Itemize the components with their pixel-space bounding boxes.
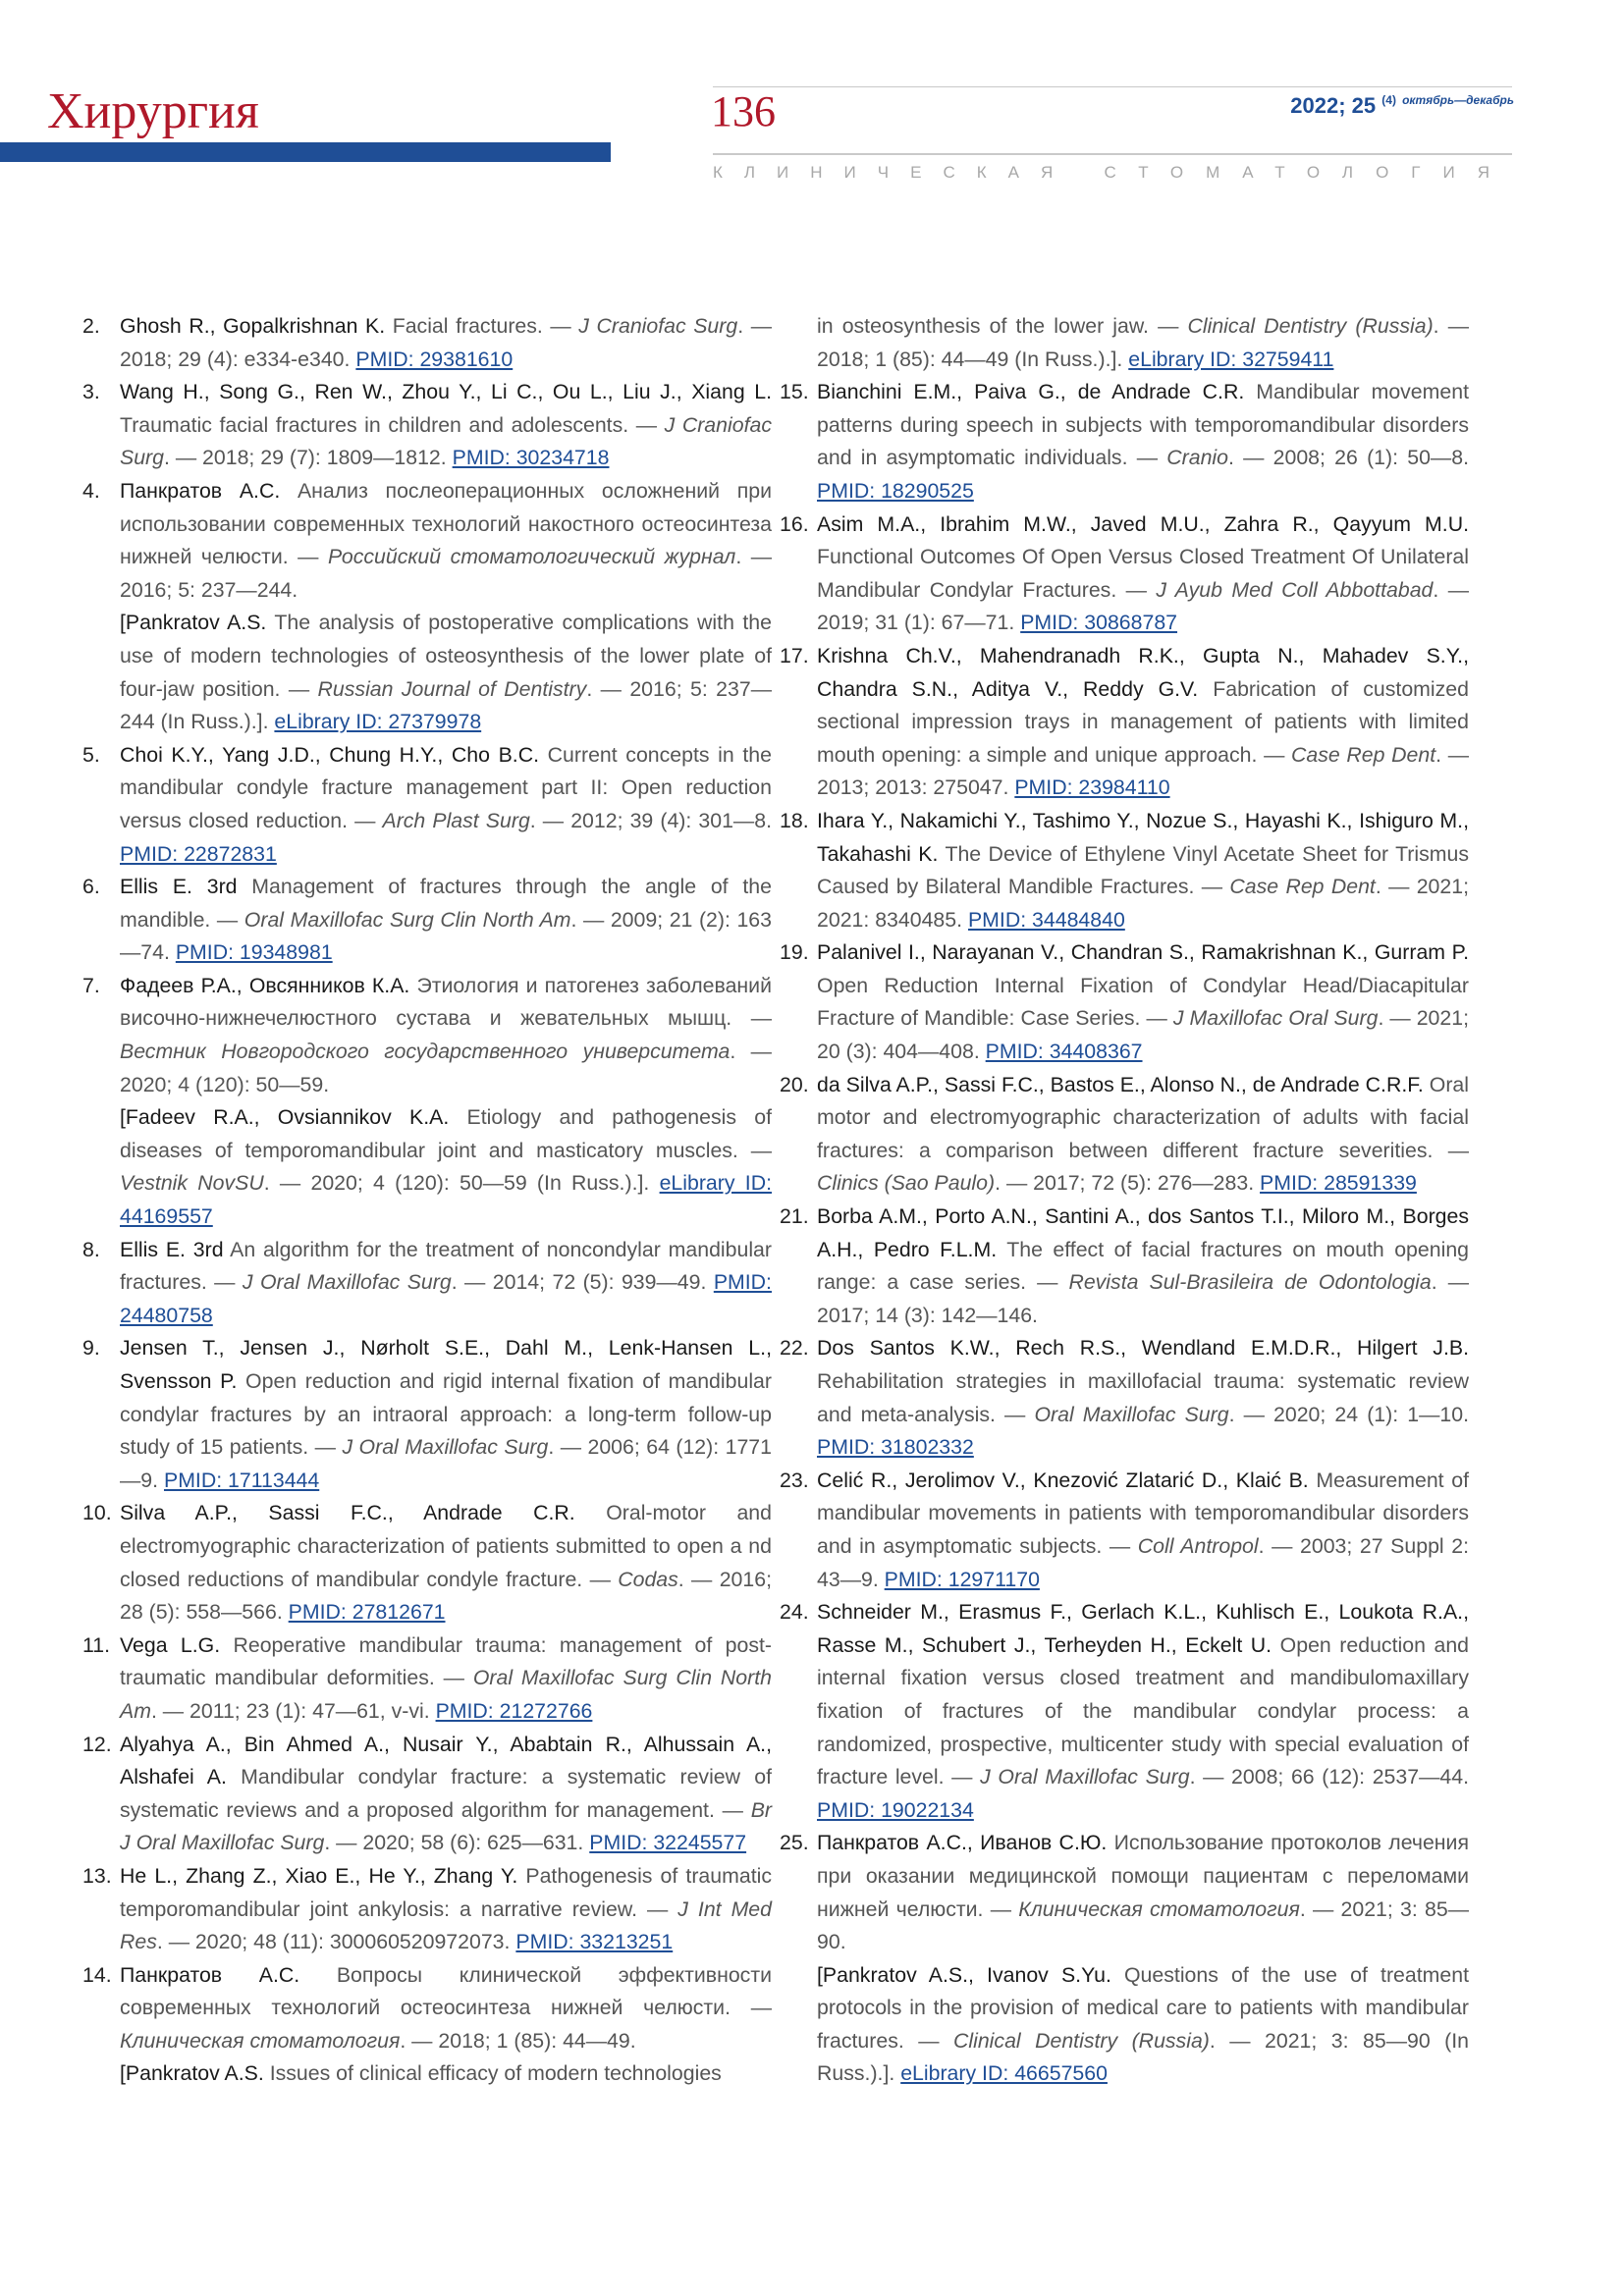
reference-details: . — 2020; 58 (6): 625—631. xyxy=(324,1831,590,1855)
reference-source: Вестник Новгородского государственного университета xyxy=(120,1040,731,1064)
reference-details: . — 2018; 29 (7): 1809—1812. xyxy=(164,446,453,470)
reference-source: Arch Plast Surg xyxy=(382,808,530,832)
reference-number: 5. xyxy=(82,742,100,767)
reference-source: Vestnik NovSU xyxy=(120,1171,264,1196)
reference-source: Oral Maxillofac Surg Clin North Am xyxy=(120,1666,772,1723)
reference-authors: Palanivel I., Narayanan V., Chandran S., Ramakrishnan K., Gurram P. xyxy=(817,940,1469,965)
reference-source: Case Rep Dent xyxy=(1229,875,1376,899)
reference-source: J Maxillofac Oral Surg xyxy=(1172,1006,1379,1031)
reference-authors: Панкратов А.С. xyxy=(120,1962,300,1987)
reference-number: 12. xyxy=(82,1732,112,1756)
reference-link[interactable]: PMID: 30868787 xyxy=(1020,611,1178,635)
reference-authors: Dos Santos K.W., Rech R.S., Wendland E.M.D.R., Hilgert J.B. xyxy=(817,1336,1469,1361)
section-title: Хирургия xyxy=(47,83,259,139)
reference-item xyxy=(82,376,772,475)
reference-title: Measurement of mandibular movements in patients with temporomandibular disorders and in asymptomatic subjects. — xyxy=(817,1468,1469,1558)
reference-source: J Craniofac Surg xyxy=(578,314,738,338)
reference-authors: Borba A.M., Porto A.N., Santini A., dos Santos T.I., Miloro M., Borges A.H., Pedro F.L.M. xyxy=(817,1204,1469,1261)
reference-link[interactable]: PMID: 28591339 xyxy=(1260,1171,1417,1196)
reference-title: Current concepts in the mandibular condyle fracture management part II: Open reduction versus closed reduction. — xyxy=(120,742,772,832)
reference-number: 17. xyxy=(780,643,809,667)
reference-link[interactable]: PMID: 24480758 xyxy=(120,1270,772,1327)
reference-link[interactable]: PMID: 19348981 xyxy=(175,940,333,965)
reference-link[interactable]: PMID: 18290525 xyxy=(817,478,974,503)
reference-title: The effect of facial fractures on mouth opening range: a case series. — xyxy=(817,1237,1470,1295)
reference-details: . — 2020; 48 (11): 300060520972073. xyxy=(156,1930,516,1954)
reference-translation xyxy=(116,1101,772,1233)
reference-details: . — 2019; 31 (1): 67—71. xyxy=(817,577,1469,635)
reference-source: Клиническая стоматология xyxy=(1018,1896,1300,1921)
reference-link[interactable]: PMID: 21272766 xyxy=(435,1698,593,1723)
reference-item xyxy=(82,310,772,376)
reference-link[interactable]: PMID: 34484840 xyxy=(967,907,1125,932)
reference-source: J Oral Maxillofac Surg xyxy=(342,1435,549,1460)
reference-details: . — 2021; 2021: 8340485. xyxy=(817,875,1470,932)
page-number: 136 xyxy=(711,87,776,135)
reference-link[interactable]: PMID: 29381610 xyxy=(355,347,514,371)
reference-title: Анализ послеоперационных осложнений при использовании современных технологий накостного остеосинтеза нижней челюсти. — xyxy=(120,478,772,569)
reference-authors: Ellis E. 3rd xyxy=(120,1237,224,1261)
reference-source: Russian Journal of Dentistry xyxy=(317,676,587,701)
reference-title: Traumatic facial fractures in children and adolescents. — xyxy=(120,412,665,437)
reference-link[interactable]: PMID: 32245577 xyxy=(589,1831,747,1855)
reference-details: . — 2020; 24 (1): 1—10. xyxy=(1228,1402,1469,1426)
reference-item xyxy=(780,936,1470,1068)
reference-link[interactable]: PMID: 23984110 xyxy=(1014,775,1170,800)
reference-number: 18. xyxy=(780,808,809,832)
reference-title: Oral motor and electromyographic characterization of adults with facial fractures: a comparison between different fracture severities. — xyxy=(817,1072,1469,1162)
reference-details: . — 2006; 64 (12): 1771—9. xyxy=(120,1435,772,1492)
reference-authors: da Silva A.P., Sassi F.C., Bastos E., Alonso N., de Andrade C.R.F. xyxy=(817,1072,1424,1096)
reference-details: . — 2014; 72 (5): 939—49. xyxy=(451,1270,714,1295)
reference-details: . — 2020; 4 (120): 50—59 (In Russ.).]. xyxy=(263,1171,660,1196)
reference-details: . — 2020; 4 (120): 50—59. xyxy=(120,1040,772,1096)
reference-details: . — 2021; 3: 85—90. xyxy=(817,1896,1469,1954)
reference-source: Cranio xyxy=(1166,446,1228,470)
reference-number: 22. xyxy=(780,1336,809,1361)
reference-number: 19. xyxy=(780,940,809,965)
reference-details: . — 2009; 21 (2): 163—74. xyxy=(120,907,772,965)
reference-authors: Панкратов А.С. xyxy=(120,478,281,503)
reference-authors: Silva A.P., Sassi F.C., Andrade C.R. xyxy=(120,1501,575,1525)
reference-title: The analysis of postoperative complications with the use of modern technologies of osteosynthesis of the lower plate of four-jaw position. — xyxy=(120,611,772,701)
reference-authors: Asim M.A., Ibrahim M.W., Javed M.U., Zahra R., Qayyum M.U. xyxy=(817,511,1469,536)
reference-authors: Alyahya A., Bin Ahmed A., Nusair Y., Ababtain R., Alhussain A., Alshafei A. xyxy=(120,1732,772,1789)
reference-item xyxy=(780,376,1469,507)
reference-item xyxy=(82,1234,772,1333)
reference-number: 11. xyxy=(82,1632,111,1657)
reference-item xyxy=(780,508,1469,640)
reference-details: . — 2013; 2013: 275047. xyxy=(817,742,1469,800)
reference-translation xyxy=(116,607,772,738)
reference-number: 15. xyxy=(780,380,809,404)
journal-name xyxy=(713,163,1512,183)
issue-year-volume: 2022; 25 xyxy=(1290,93,1377,118)
reference-details: . — 2008; 66 (12): 2537—44. xyxy=(1189,1765,1469,1789)
reference-number: 24. xyxy=(780,1600,809,1625)
reference-title: Вопросы клинической эффективности современных технологий остеосинтеза нижней челюсти. — xyxy=(120,1962,772,2020)
reference-authors: Ihara Y., Nakamichi Y., Tashimo Y., Nozue S., Hayashi K., Ishiguro M., Takahashi K. xyxy=(817,808,1469,866)
reference-details: . — 2012; 39 (4): 301—8. xyxy=(529,808,772,832)
reference-title: Oral-motor and electromyographic characterization of patients submitted to open a nd closed reductions of mandibular condyle fracture. — xyxy=(120,1501,772,1591)
journal-name-word2: СТОМАТОЛОГИЯ xyxy=(1104,163,1512,182)
reference-item xyxy=(780,1332,1469,1464)
reference-item xyxy=(82,871,772,970)
page-header xyxy=(0,0,1624,196)
reference-details: . — 2018; 29 (4): e334-e340. xyxy=(120,314,772,371)
reference-title: Mandibular condylar fracture: a systematic review of systematic reviews and a proposed algorithm for management. — xyxy=(120,1765,772,1822)
reference-authors: Vega L.G. xyxy=(120,1632,221,1657)
reference-column-left xyxy=(82,310,773,2091)
reference-number: 16. xyxy=(780,511,809,536)
reference-source: J Oral Maxillofac Surg xyxy=(242,1270,452,1295)
reference-column-right xyxy=(780,310,1470,2091)
reference-number: 20. xyxy=(780,1072,809,1096)
reference-source: Клиническая стоматология xyxy=(120,2028,401,2053)
reference-link[interactable]: eLibrary ID: 32759411 xyxy=(1128,347,1334,371)
reference-title: Reoperative mandibular trauma: management of post-traumatic mandibular deformities. — xyxy=(120,1632,772,1690)
reference-continuation xyxy=(813,310,1469,376)
reference-number: 8. xyxy=(82,1237,100,1261)
reference-authors: Bianchini E.M., Paiva G., de Andrade C.R. xyxy=(817,380,1245,404)
reference-number: 13. xyxy=(82,1863,112,1888)
reference-title: Fabrication of customized sectional impression trays in management of patients with limited mouth opening: a simple and unique approach. — xyxy=(817,676,1469,767)
reference-title: Этиология и патогенез заболеваний височно-нижнечелюстного сустава и жевательных мышц. — xyxy=(120,973,772,1031)
reference-link[interactable]: PMID: 22872831 xyxy=(120,841,277,866)
reference-title: Questions of the use of treatment protocols in the provision of medical care to patients with mandibular fractures. — xyxy=(817,1962,1469,2053)
reference-source: J Ayub Med Coll Abbottabad xyxy=(1156,577,1434,602)
reference-number: 2. xyxy=(82,314,100,338)
reference-details: . — 2017; 14 (3): 142—146. xyxy=(817,1270,1470,1327)
reference-source: J Craniofac Surg xyxy=(120,412,772,470)
reference-details: . — 2016; 5: 237—244 (In Russ.).]. xyxy=(120,676,772,734)
reference-title: An algorithm for the treatment of noncondylar mandibular fractures. — xyxy=(120,1237,772,1295)
reference-authors: Choi K.Y., Yang J.D., Chung H.Y., Cho B.C. xyxy=(120,742,540,767)
reference-authors: Ellis E. 3rd xyxy=(120,875,238,899)
reference-item xyxy=(82,1729,772,1860)
header-rule-top xyxy=(713,86,1512,87)
reference-authors: Schneider M., Erasmus F., Gerlach K.L., Kuhlisch E., Loukota R.A., Rasse M., Schubert J., Terheyden H., Eckelt U. xyxy=(817,1600,1469,1657)
reference-translation xyxy=(116,2057,772,2091)
reference-authors: Панкратов А.С., Иванов С.Ю. xyxy=(817,1831,1108,1855)
reference-number: 7. xyxy=(82,973,100,997)
reference-number: 4. xyxy=(82,478,100,503)
reference-source: Oral Maxillofac Surg xyxy=(1034,1402,1229,1426)
reference-title: in osteosynthesis of the lower jaw. — xyxy=(817,314,1188,338)
reference-link[interactable]: PMID: 17113444 xyxy=(163,1468,320,1492)
reference-title: Open reduction and rigid internal fixation of mandibular condylar fractures by an intraoral approach: a long-term follow-up study of 15 patients. — xyxy=(120,1369,772,1460)
reference-item xyxy=(780,1827,1469,1958)
reference-details: . — 2021; 3: 85—90 (In Russ.).]. xyxy=(817,2028,1469,2086)
reference-number: 6. xyxy=(82,875,100,899)
reference-source: Br J Oral Maxillofac Surg xyxy=(120,1797,772,1855)
reference-link[interactable]: PMID: 27812671 xyxy=(288,1600,446,1625)
reference-authors: He L., Zhang Z., Xiao E., He Y., Zhang Y. xyxy=(120,1863,518,1888)
journal-name-word1: КЛИНИЧЕСКАЯ xyxy=(713,163,1075,182)
reference-item xyxy=(82,1497,772,1629)
reference-details: . — 2017; 72 (5): 276—283. xyxy=(995,1171,1261,1196)
reference-item xyxy=(780,1596,1470,1827)
issue-number: (4) xyxy=(1381,93,1396,107)
reference-title: Issues of clinical efficacy of modern technologies xyxy=(263,2061,722,2086)
reference-title: The Device of Ethylene Vinyl Acetate Sheet for Trismus Caused by Bilateral Mandible Fractures. — xyxy=(817,841,1470,899)
reference-authors: Фадеев Р.А., Овсянников К.А. xyxy=(120,973,410,997)
reference-authors: Celić R., Jerolimov V., Knezović Zlatarić D., Klaić B. xyxy=(817,1468,1309,1492)
reference-details: . — 2018; 1 (85): 44—49 (In Russ.).]. xyxy=(817,314,1469,371)
reference-details: . — 2008; 26 (1): 50—8. xyxy=(1228,446,1469,470)
reference-title: Open reduction and internal fixation versus closed treatment and mandibulomaxillary fixation of fractures of the mandibular condylar process: a randomized, prospective, multicenter study with special evaluation of fracture level. — xyxy=(817,1632,1470,1789)
reference-details: . — 2018; 1 (85): 44—49. xyxy=(400,2028,636,2053)
reference-item xyxy=(82,475,772,607)
reference-item xyxy=(780,805,1470,936)
reference-title: Rehabilitation strategies in maxillofacial trauma: systematic review and meta-analysis. — xyxy=(817,1369,1469,1426)
reference-item xyxy=(82,970,772,1101)
reference-item xyxy=(780,640,1469,805)
reference-title: Pathogenesis of traumatic temporomandibular joint ankylosis: a narrative review. — xyxy=(120,1863,773,1921)
reference-number: 21. xyxy=(780,1204,809,1229)
reference-source: Российский стоматологический журнал xyxy=(327,545,736,569)
reference-link[interactable]: eLibrary ID: 44169557 xyxy=(120,1171,772,1229)
reference-number: 3. xyxy=(82,380,100,404)
reference-number: 14. xyxy=(82,1962,112,1987)
reference-item xyxy=(82,1332,772,1497)
reference-item xyxy=(780,1465,1470,1596)
reference-number: 10. xyxy=(82,1501,112,1525)
reference-translation xyxy=(813,1959,1469,2091)
reference-number: 23. xyxy=(780,1468,809,1492)
reference-source: Case Rep Dent xyxy=(1291,742,1436,767)
reference-details: . — 2016; 28 (5): 558—566. xyxy=(120,1567,772,1625)
reference-title: Etiology and pathogenesis of diseases of temporomandibular joint and masticatory muscles. — xyxy=(120,1105,772,1162)
reference-authors: [Fadeev R.A., Ovsiannikov K.A. xyxy=(120,1105,450,1130)
reference-source: J Int Med Res xyxy=(120,1896,772,1954)
reference-source: Oral Maxillofac Surg Clin North Am xyxy=(244,907,571,932)
reference-title: Использование протоколов лечения при оказании медицинской помощи пациентам с переломами нижней челюсти. — xyxy=(817,1831,1469,1921)
reference-authors: Ghosh R., Gopalkrishnan K. xyxy=(120,314,386,338)
reference-item xyxy=(780,1069,1469,1201)
reference-item xyxy=(82,1959,772,2058)
reference-title: Functional Outcomes Of Open Versus Closed Treatment Of Unilateral Mandibular Condylar Fractures. — xyxy=(817,545,1469,602)
reference-title: Mandibular movement patterns during speech in subjects with temporomandibular disorders and in asymptomatic individuals. — xyxy=(817,380,1469,470)
reference-source: Codas xyxy=(618,1567,678,1591)
reference-item xyxy=(82,739,772,871)
reference-title: Management of fractures through the angle of the mandible. — xyxy=(120,875,772,932)
reference-details: . — 2016; 5: 237—244. xyxy=(120,545,772,602)
reference-title: Facial fractures. — xyxy=(385,314,579,338)
reference-link[interactable]: eLibrary ID: 46657560 xyxy=(900,2061,1108,2086)
reference-authors: [Pankratov A.S. xyxy=(120,611,267,635)
reference-item xyxy=(82,1860,773,1959)
reference-number: 9. xyxy=(82,1336,100,1361)
reference-authors: Wang H., Song G., Ren W., Zhou Y., Li C., Ou L., Liu J., Xiang L. xyxy=(120,380,772,404)
reference-source: J Oral Maxillofac Surg xyxy=(980,1765,1190,1789)
reference-link[interactable]: PMID: 30234718 xyxy=(452,446,610,470)
reference-item xyxy=(780,1201,1470,1332)
reference-title: Open Reduction Internal Fixation of Condylar Head/Diacapitular Fracture of Mandible: Case Series. — xyxy=(817,973,1469,1031)
section-bar xyxy=(0,142,611,162)
reference-item xyxy=(82,1629,772,1729)
reference-link[interactable]: PMID: 19022134 xyxy=(817,1797,974,1822)
reference-authors: Krishna Ch.V., Mahendranadh R.K., Gupta N., Mahadev S.Y., Chandra S.N., Aditya V., Reddy G.V. xyxy=(817,643,1469,701)
reference-details: . — 2011; 23 (1): 47—61, v-vi. xyxy=(150,1698,436,1723)
reference-source: Clinical Dentistry (Russia) xyxy=(1187,314,1434,338)
issue-months: октябрь—декабрь xyxy=(1402,93,1514,107)
reference-number: 25. xyxy=(780,1831,809,1855)
reference-details: . — 2003; 27 Suppl 2: 43—9. xyxy=(817,1533,1470,1591)
reference-link[interactable]: eLibrary ID: 27379978 xyxy=(274,710,482,734)
reference-link[interactable]: PMID: 12971170 xyxy=(884,1567,1040,1591)
reference-source: Clinics (Sao Paulo) xyxy=(817,1171,996,1196)
issue-info xyxy=(1290,93,1514,119)
reference-authors: [Pankratov A.S., Ivanov S.Yu. xyxy=(817,1962,1111,1987)
reference-authors: [Pankratov A.S. xyxy=(120,2061,264,2086)
reference-link[interactable]: PMID: 34408367 xyxy=(985,1040,1143,1064)
reference-link[interactable]: PMID: 33213251 xyxy=(515,1930,674,1954)
reference-details: . — 2021; 20 (3): 404—408. xyxy=(817,1006,1470,1064)
reference-source: Clinical Dentistry (Russia) xyxy=(953,2028,1210,2053)
reference-authors: Jensen T., Jensen J., Nørholt S.E., Dahl M., Lenk-Hansen L., Svensson P. xyxy=(120,1336,772,1393)
reference-link[interactable]: PMID: 31802332 xyxy=(817,1435,974,1460)
header-rule-bottom xyxy=(713,153,1512,155)
reference-source: Revista Sul-Brasileira de Odontologia xyxy=(1068,1270,1432,1295)
reference-source: Coll Antropol xyxy=(1137,1533,1259,1558)
